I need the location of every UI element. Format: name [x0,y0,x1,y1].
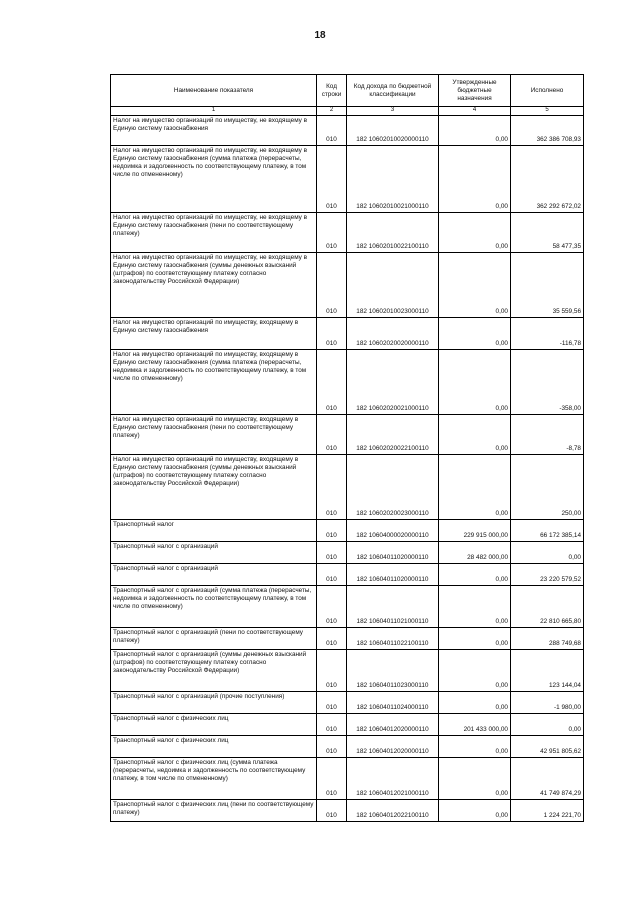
row-line-code-cell: 010 [317,735,347,757]
row-approved-cell: 0,00 [439,145,511,212]
row-approved-cell: 0,00 [439,627,511,649]
row-executed-cell: 362 386 708,93 [511,115,584,145]
header-approved: Утвержденные бюджетные назначения [439,75,511,107]
table-row [111,627,584,649]
row-name-cell: Транспортный налог с организаций (прочие поступления) [111,691,317,713]
column-number: 2 [317,107,347,116]
row-approved-cell: 0,00 [439,649,511,691]
row-income-code-cell: 182 10604012020000110 [347,735,439,757]
table-header-row [111,75,584,107]
row-executed-cell: 35 559,56 [511,252,584,317]
column-number: 5 [511,107,584,116]
row-name-cell: Транспортный налог с организаций [111,563,317,585]
page-number: 18 [314,30,326,41]
row-line-code-cell: 010 [317,454,347,519]
row-approved-cell: 0,00 [439,349,511,414]
row-executed-cell: 250,00 [511,454,584,519]
row-executed-cell: 66 172 385,14 [511,519,584,541]
table-row [111,212,584,252]
column-number: 3 [347,107,439,116]
row-income-code-cell: 182 10602020020000110 [347,317,439,349]
row-executed-cell: 22 810 665,80 [511,585,584,627]
row-line-code-cell: 010 [317,115,347,145]
header-name: Наименование показателя [111,75,317,107]
row-executed-cell: -358,00 [511,349,584,414]
row-income-code-cell: 182 10604011024000110 [347,691,439,713]
row-name-cell: Транспортный налог с физических лиц (пени по соответствующему платежу) [111,799,317,821]
row-line-code-cell: 010 [317,145,347,212]
row-executed-cell: 288 749,68 [511,627,584,649]
header-line-code: Код строки [317,75,347,107]
row-executed-cell: 0,00 [511,541,584,563]
row-executed-cell: -1 980,00 [511,691,584,713]
row-name-cell: Транспортный налог с физических лиц (сумма платежа (перерасчеты, недоимка и задолженность по соответствующему платежу, в том числе по отмененному) [111,757,317,799]
row-approved-cell: 229 915 000,00 [439,519,511,541]
row-name-cell: Транспортный налог с организаций (суммы денежных взысканий (штрафов) по соответствующему платежу согласно законодательству Российской Федерации) [111,649,317,691]
row-executed-cell: 362 292 672,02 [511,145,584,212]
table-row [111,691,584,713]
row-income-code-cell: 182 10604011020000110 [347,563,439,585]
row-approved-cell: 201 433 000,00 [439,713,511,735]
header-income-code: Код дохода по бюджетной классификации [347,75,439,107]
row-income-code-cell: 182 10604011022100110 [347,627,439,649]
budget-execution-table [110,74,584,822]
row-line-code-cell: 010 [317,691,347,713]
row-income-code-cell: 182 10604011021000110 [347,585,439,627]
row-income-code-cell: 182 10602020023000110 [347,454,439,519]
header-executed: Исполнено [511,75,584,107]
row-line-code-cell: 010 [317,519,347,541]
row-name-cell: Транспортный налог с организаций (сумма платежа (перерасчеты, недоимка и задолженность по соответствующему платежу, в том числе по отмененному) [111,585,317,627]
row-approved-cell: 0,00 [439,454,511,519]
row-line-code-cell: 010 [317,649,347,691]
column-number: 4 [439,107,511,116]
row-name-cell: Транспортный налог с организаций (пени по соответствующему платежу) [111,627,317,649]
row-income-code-cell: 182 10604012021000110 [347,757,439,799]
table-body [111,115,584,821]
row-approved-cell: 0,00 [439,799,511,821]
row-executed-cell: -116,78 [511,317,584,349]
row-line-code-cell: 010 [317,317,347,349]
row-line-code-cell: 010 [317,563,347,585]
row-income-code-cell: 182 10604012020000110 [347,713,439,735]
row-income-code-cell: 182 10602020022100110 [347,414,439,454]
row-line-code-cell: 010 [317,757,347,799]
row-executed-cell: 58 477,35 [511,212,584,252]
row-income-code-cell: 182 10604000020000110 [347,519,439,541]
row-approved-cell: 0,00 [439,585,511,627]
row-name-cell: Налог на имущество организаций по имуществу, входящему в Единую систему газоснабжения (пени по соответствующему платежу) [111,414,317,454]
row-approved-cell: 0,00 [439,414,511,454]
table-row [111,454,584,519]
row-executed-cell: 23 220 579,52 [511,563,584,585]
row-name-cell: Налог на имущество организаций по имуществу, не входящему в Единую систему газоснабжения (сумма платежа (перерасчеты, недоимка и задолженность по соответствующему платежу, в том числе по отмененному) [111,145,317,212]
table-row [111,115,584,145]
row-executed-cell: 42 951 805,62 [511,735,584,757]
row-line-code-cell: 010 [317,414,347,454]
row-income-code-cell: 182 10602010021000110 [347,145,439,212]
table-row [111,649,584,691]
row-line-code-cell: 010 [317,252,347,317]
row-executed-cell: 0,00 [511,713,584,735]
row-income-code-cell: 182 10604011023000110 [347,649,439,691]
row-name-cell: Налог на имущество организаций по имуществу, входящему в Единую систему газоснабжения (суммы денежных взысканий (штрафов) по соответствующему платежу согласно законодательству Российской Федерации) [111,454,317,519]
table-row [111,349,584,414]
row-name-cell: Налог на имущество организаций по имуществу, не входящему в Единую систему газоснабжения [111,115,317,145]
row-executed-cell: 123 144,04 [511,649,584,691]
row-executed-cell: 1 224 221,70 [511,799,584,821]
row-line-code-cell: 010 [317,799,347,821]
column-number-row [111,107,584,116]
row-approved-cell: 0,00 [439,691,511,713]
row-name-cell: Транспортный налог с организаций [111,541,317,563]
row-line-code-cell: 010 [317,212,347,252]
table-row [111,414,584,454]
table-row [111,735,584,757]
row-approved-cell: 28 482 000,00 [439,541,511,563]
row-name-cell: Налог на имущество организаций по имуществу, входящему в Единую систему газоснабжения (сумма платежа (перерасчеты, недоимка и задолженность по соответствующему платежу, в том числе по отмененному) [111,349,317,414]
row-income-code-cell: 182 10602010020000110 [347,115,439,145]
table-row [111,541,584,563]
row-name-cell: Транспортный налог с физических лиц [111,735,317,757]
row-executed-cell: 41 749 874,29 [511,757,584,799]
row-line-code-cell: 010 [317,627,347,649]
row-name-cell: Налог на имущество организаций по имуществу, не входящему в Единую систему газоснабжения (суммы денежных взысканий (штрафов) по соответствующему платежу согласно законодательству Российской Федерации) [111,252,317,317]
row-executed-cell: -8,78 [511,414,584,454]
row-name-cell: Налог на имущество организаций по имуществу, не входящему в Единую систему газоснабжения (пени по соответствующему платежу) [111,212,317,252]
table-row [111,519,584,541]
table-row [111,757,584,799]
row-income-code-cell: 182 10602010023000110 [347,252,439,317]
row-line-code-cell: 010 [317,541,347,563]
row-approved-cell: 0,00 [439,735,511,757]
row-approved-cell: 0,00 [439,212,511,252]
table-row [111,799,584,821]
row-approved-cell: 0,00 [439,757,511,799]
row-line-code-cell: 010 [317,585,347,627]
row-income-code-cell: 182 10604011020000110 [347,541,439,563]
row-approved-cell: 0,00 [439,317,511,349]
row-name-cell: Налог на имущество организаций по имуществу, входящему в Единую систему газоснабжения [111,317,317,349]
row-approved-cell: 0,00 [439,115,511,145]
row-income-code-cell: 182 10602020021000110 [347,349,439,414]
row-approved-cell: 0,00 [439,563,511,585]
table-row [111,145,584,212]
row-name-cell: Транспортный налог [111,519,317,541]
row-income-code-cell: 182 10602010022100110 [347,212,439,252]
table-row [111,585,584,627]
row-approved-cell: 0,00 [439,252,511,317]
row-income-code-cell: 182 10604012022100110 [347,799,439,821]
row-line-code-cell: 010 [317,713,347,735]
table-row [111,252,584,317]
row-line-code-cell: 010 [317,349,347,414]
row-name-cell: Транспортный налог с физических лиц [111,713,317,735]
table-row [111,563,584,585]
column-number: 1 [111,107,317,116]
table-row [111,317,584,349]
table-row [111,713,584,735]
